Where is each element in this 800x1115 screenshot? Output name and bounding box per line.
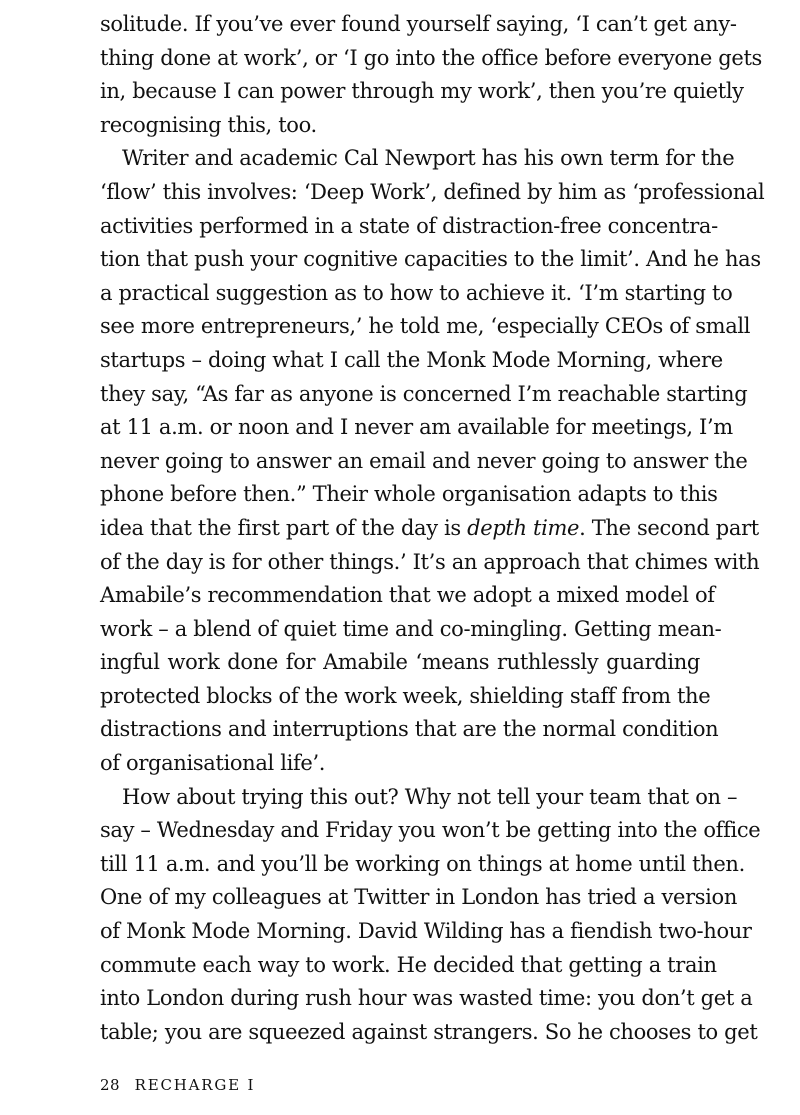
text-line: thing done at work’, or ‘I go into the office before everyone gets bbox=[100, 45, 762, 70]
text-line: distractions and interruptions that are the normal condition bbox=[100, 717, 719, 742]
text-line: protected blocks of the work week, shielding staff from the bbox=[100, 683, 711, 708]
text-line: tion that push your cognitive capacities to the limit’. And he has bbox=[100, 247, 761, 272]
italic-phrase: depth time bbox=[467, 515, 580, 540]
text-line: work – a blend of quiet time and co-mingling. Getting mean- bbox=[100, 616, 722, 641]
text-segment: idea that the first part of the day is bbox=[100, 515, 468, 540]
text-line: of Monk Mode Morning. David Wilding has a fiendish two-hour bbox=[100, 919, 752, 944]
text-line: see more entrepreneurs,’ he told me, ‘especially CEOs of small bbox=[100, 314, 751, 339]
text-line: activities performed in a state of distraction-free concentra- bbox=[100, 213, 718, 238]
text-line: phone before then.” Their whole organisation adapts to this bbox=[100, 482, 718, 507]
text-line: in, because I can power through my work’, then you’re quietly bbox=[100, 79, 744, 104]
text-line: table; you are squeezed against strangers. So he chooses to get bbox=[100, 1019, 758, 1044]
body-text bbox=[100, 8, 765, 1049]
text-line: of the day is for other things.’ It’s an approach that chimes with bbox=[100, 549, 760, 574]
text-line: Writer and academic Cal Newport has his own term for the bbox=[122, 146, 735, 171]
text-line: a practical suggestion as to how to achieve it. ‘I’m starting to bbox=[100, 280, 733, 305]
text-line: startups – doing what I call the Monk Mode Morning, where bbox=[100, 347, 723, 372]
text-line: solitude. If you’ve ever found yourself saying, ‘I can’t get any- bbox=[100, 12, 737, 36]
page-number: 28 bbox=[100, 1076, 121, 1094]
text-line: never going to answer an email and never going to answer the bbox=[100, 448, 748, 473]
text-line: recognising this, too. bbox=[100, 112, 317, 137]
page-footer bbox=[100, 1076, 255, 1094]
text-line: One of my colleagues at Twitter in London has tried a version bbox=[100, 885, 738, 910]
text-line: ingful work done for Amabile ‘means ruthlessly guarding bbox=[100, 650, 700, 675]
text-line: say – Wednesday and Friday you won’t be getting into the office bbox=[100, 818, 761, 843]
text-line: of organisational life’. bbox=[100, 751, 326, 776]
text-line: they say, “As far as anyone is concerned I’m reachable starting bbox=[100, 381, 748, 406]
text-line: Amabile’s recommendation that we adopt a mixed model of bbox=[100, 583, 715, 608]
text-segment: . The second part bbox=[579, 515, 759, 540]
text-line: How about trying this out? Why not tell your team that on – bbox=[122, 784, 738, 809]
text-line: commute each way to work. He decided that getting a train bbox=[100, 952, 717, 977]
text-line: at 11 a.m. or noon and I never am available for meetings, I’m bbox=[100, 415, 733, 440]
text-line: till 11 a.m. and you’ll be working on things at home until then. bbox=[100, 851, 745, 876]
text-line: into London during rush hour was wasted time: you don’t get a bbox=[100, 986, 753, 1011]
running-head: RECHARGE I bbox=[134, 1076, 256, 1094]
text-line: ‘flow’ this involves: ‘Deep Work’, defined by him as ‘professional bbox=[100, 179, 765, 204]
text-line bbox=[100, 512, 759, 546]
